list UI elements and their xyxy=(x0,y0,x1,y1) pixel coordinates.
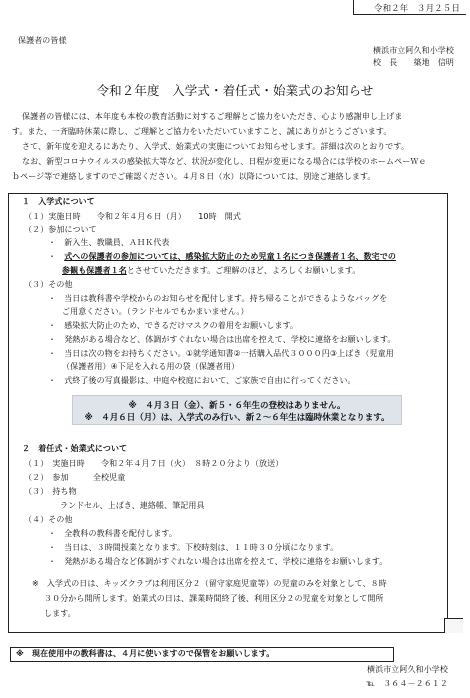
parent-limit-text-3: とさせていただきます。ご理解のほど、よろしくお願いします。 xyxy=(126,266,361,275)
intro-line-1: 保護者の皆様には、本年度も本校の教育活動に対するご理解とご協力をいただき、心より感謝申し上げま xyxy=(22,112,403,121)
bullet-text: 当日は教科書や学校からのお知らせを配付します。持ち帰ることができるようなバッグを xyxy=(64,294,388,303)
parent-limit-row-2 xyxy=(62,266,360,276)
bullet-dot: ・ xyxy=(48,376,65,385)
parent-limit-row xyxy=(48,252,396,262)
section1-bullet-3 xyxy=(48,335,396,345)
section1-datetime: （１）実施日時 令和２年４月６日（月） 10時 開式 xyxy=(24,212,241,221)
section2-bullet-2 xyxy=(48,543,338,553)
section1-bullet-4 xyxy=(48,349,394,359)
bullet-dot: ・ xyxy=(48,557,65,566)
closure-notice-line-1: ※ ４月３日（金）、新５・６年生の登校はありません。 xyxy=(128,401,346,411)
section1-bullet-5 xyxy=(48,376,356,386)
bullet-dot: ・ xyxy=(48,294,65,303)
addressee: 保護者の皆様 xyxy=(18,36,67,45)
bullet-dot: ・ xyxy=(48,335,65,344)
footer-phone: ℡ ３６４－２６１２ xyxy=(366,679,448,688)
closure-notice-box xyxy=(72,395,402,425)
section1-participation: （２）参加について xyxy=(24,225,97,234)
bullet-text: 発熱がある場合など、体調がすぐれない場合は出席を控えて、学校に連絡をお願いします。 xyxy=(64,335,396,344)
kids-club-note-1: ※ 入学式の日は、キッズクラブは利用区分２（留守家庭児童等）の児童のみを対象として、８時 xyxy=(32,579,387,588)
bullet-text: 式終了後の写真撮影は、中庭や校庭において、ご家族で自由に行ってください。 xyxy=(64,376,356,385)
intro-line-4: なお、新型コロナウイルスの感染拡大等など、状況が変化し、日程が変更になる場合には学校のホームペーＷｅ xyxy=(22,157,427,166)
section2-datetime: （１） 実施日時 令和２年４月７日（火） ８時２０分より（放送） xyxy=(24,459,284,468)
document-title: 令和２年度 入学式・着任式・始業式のお知らせ xyxy=(96,83,374,98)
section1-bullet-4b: （保護者用）④下足を入れる用の袋（保護者用） xyxy=(62,362,240,371)
school-name: 横浜市立阿久和小学校 xyxy=(373,46,454,55)
section2-items: （３） 持ち物 xyxy=(24,487,77,496)
section1-other: （３）その他 xyxy=(24,280,73,289)
bullet-text: 感染拡大防止のため、できるだけマスクの着用をお願いします。 xyxy=(64,321,299,330)
issue-date: 令和２年 ３月２５日 xyxy=(373,4,460,14)
bullet-text: 発熱がある場合など体調がすぐれない場合は出席を控えて、学校に連絡をお願いします。 xyxy=(64,557,388,566)
section1-bullet-1 xyxy=(48,294,387,304)
section2-bullet-3 xyxy=(48,557,387,567)
kids-club-note-3: します。 xyxy=(44,609,76,618)
bullet-dot: ・ xyxy=(48,543,65,552)
section1-bullet-1b: ご用意ください。（ランドセルでもかまいません。） xyxy=(62,307,249,316)
intro-line-3: さて、新年度を迎えるにあたり、入学式、始業式の実施についてお知らせします。詳細は次のとおりです。 xyxy=(22,142,409,151)
section2-other: （４）その他 xyxy=(24,515,73,524)
textbook-notice: ※ 現在使用中の教科書は、４月に使いますので保管をお願いします。 xyxy=(16,649,275,658)
bullet-text: 当日は次の物をお持ちください。①就学通知書②一括購入品代３０００円③上ばき（児童用 xyxy=(64,349,394,358)
parent-limit-text-1: 式への保護者の参加については、感染拡大防止のため児童１名につき保護者１名、数宅での xyxy=(64,252,396,261)
principal-name: 校 長 築地 信明 xyxy=(373,58,454,67)
section2-bullet-1 xyxy=(48,529,177,539)
intro-line-2: す。また、一斉臨時休業に際し、ご理解とご協力をいただいていますこと、誠にありがとうございます。 xyxy=(12,127,392,136)
bullet-dot: ・ xyxy=(48,321,65,330)
section2-heading: ２ 着任式・始業式について xyxy=(22,444,128,453)
closure-notice-line-2: ※ ４月６日（月）は、入学式のみ行い、新２〜６年生は臨時休業となります。 xyxy=(84,413,390,423)
kids-club-note-2: ３０分から開所します。始業式の日は、課業時間終了後、利用区分２の児童を対象として開所 xyxy=(44,594,384,603)
section2-items-detail: ランドセル、上ばき、連絡帳、筆記用具 xyxy=(60,501,205,510)
bullet-dot: ・ xyxy=(48,252,65,261)
section1-heading: １ 入学式について xyxy=(22,197,95,206)
bullet-text: 全教科の教科書を配付します。 xyxy=(64,529,177,538)
page-fold xyxy=(444,618,463,633)
bullet-dot: ・ xyxy=(48,349,65,358)
footer-school-name: 横浜市立阿久和小学校 xyxy=(367,665,448,674)
intro-line-5: ｂページ等で連絡しますのでご確認ください。４月８日（水）以降については、別途ご連絡します。 xyxy=(12,172,376,181)
bullet-dot: ・ xyxy=(48,529,65,538)
parent-limit-text-2: 参観も保護者１名 xyxy=(62,266,127,275)
section2-participation: （２） 参加 全校児童 xyxy=(24,473,126,482)
section1-participants: ・ 新入生、教職員、ＡＨＫ代表 xyxy=(48,238,170,247)
section1-bullet-2 xyxy=(48,321,298,331)
bullet-text: 当日は、３時間授業となります。下校時刻は、１１時３０分頃になります。 xyxy=(64,543,339,552)
